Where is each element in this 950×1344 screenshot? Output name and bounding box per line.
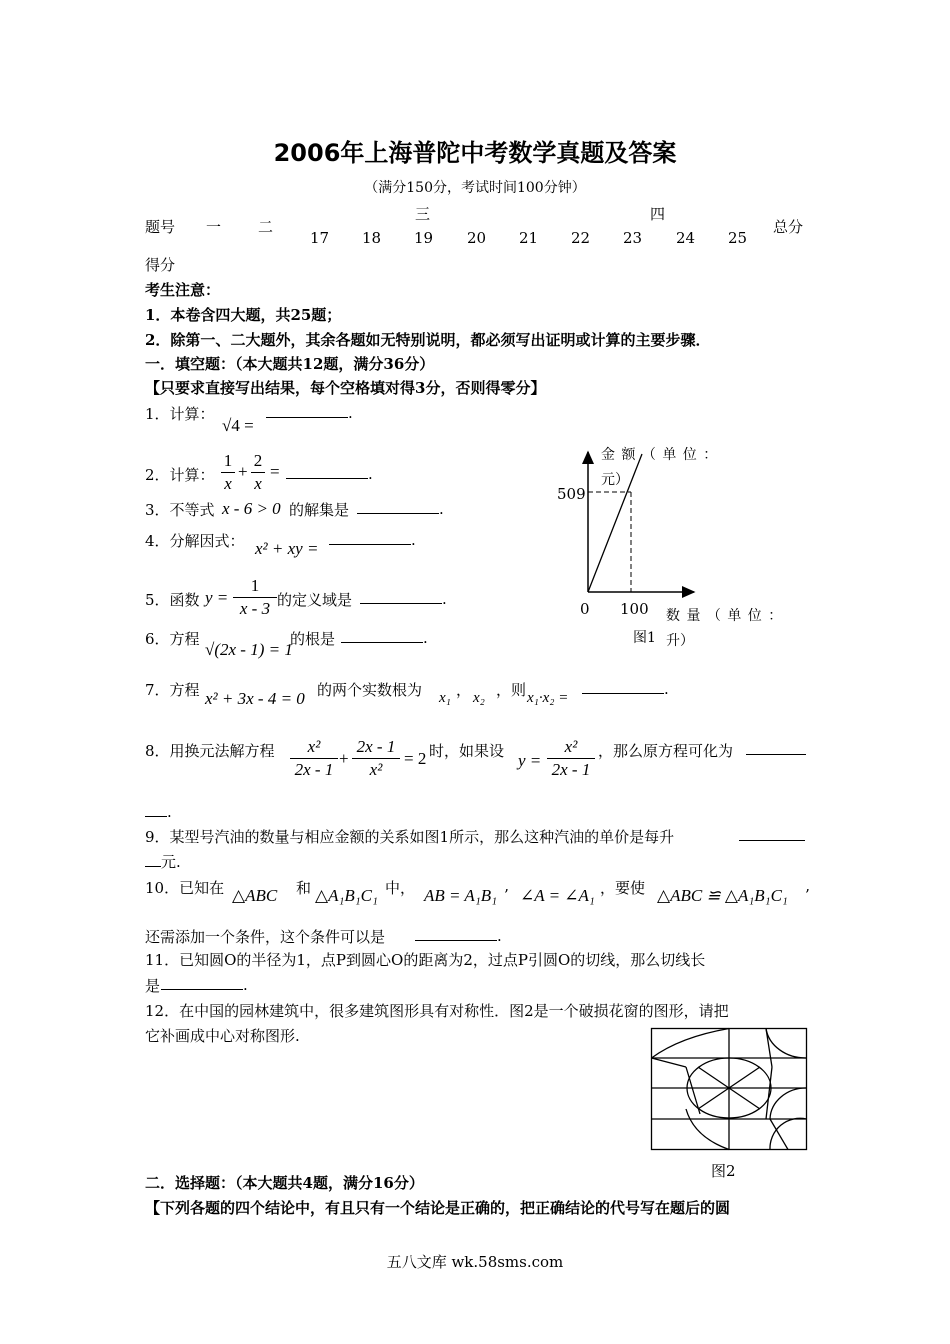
q1-math: √4 = [222,416,254,435]
q10-and: 和 [296,879,312,897]
fig1-ylabel-line2: 元） [601,472,629,488]
table-question-num: 21 [519,229,539,247]
q7-math: x² + 3x - 4 = 0 [205,689,305,708]
q8-f3-num: x² [564,737,578,756]
q8-suffix: ，那么原方程可化为 [598,742,734,760]
q1-end: . [348,404,353,422]
q10-triangle-abc: △ABC [232,886,278,905]
q6-prefix: 6．方程 [145,630,200,648]
q10-in: 中， [385,879,416,897]
q7-x2: x₂ [473,690,485,706]
q6-suffix: 的根是 [290,630,336,648]
q3-prefix: 3．不等式 [145,501,215,519]
q2-den-2: x [254,474,262,493]
table-label-score: 得分 [145,256,176,274]
page-title: 2006年上海普陀中考数学真题及答案 [273,139,677,167]
q2-eq: = [270,462,280,481]
q6-answer-blank[interactable] [341,628,428,647]
q10-condition-3: △ABC ≌ △A₁B₁C₁ [657,886,788,905]
fig1-ylabel-line1: 金 额 （ 单 位 ： [601,447,719,463]
q10-condition-2: ∠A = ∠A₁ [520,886,595,905]
part2-heading: 二．选择题：（本大题共4题，满分16分） [145,1174,424,1192]
q8-plus: + [339,749,349,768]
exam-subtitle: （满分150分，考试时间100分钟） [364,180,586,196]
q5-fraction [233,576,277,619]
q2-num-2: 2 [253,451,263,470]
q3-end: . [439,500,444,518]
q5-den: x - 3 [239,599,271,618]
q10-answer-blank[interactable] [415,926,502,945]
q8-mid: 时，如果设 [429,742,505,760]
q1-answer-blank[interactable] [266,403,353,422]
q4-prefix: 4．分解因式： [145,532,245,550]
q8-f1-den: 2x - 1 [294,760,334,779]
part1-instruction: 【只要求直接写出结果，每个空格填对得3分，否则得零分】 [145,379,546,397]
q9-answer-blank[interactable] [739,826,805,845]
table-question-num: 19 [414,229,434,247]
q10-line2: 还需添加一个条件，这个条件可以是 [145,928,386,946]
q2-prefix: 2．计算： [145,466,215,484]
q9-end: 元. [161,853,181,871]
table-question-num: 17 [310,229,330,247]
q8-f2-den: x² [369,760,383,779]
q4-math: x² + xy = [255,539,319,558]
q1-prefix: 1．计算： [145,405,215,423]
figure-2-lattice-window [650,1027,808,1151]
q5-suffix: 的定义域是 [277,591,353,609]
q6-end: . [423,629,428,647]
q7-answer-blank[interactable] [582,679,669,698]
q7-product: x₁·x₂ = [527,690,569,706]
q7-mid: 的两个实数根为 [317,681,423,699]
q10-want: ，要使 [600,879,646,897]
q8-f2-num: 2x - 1 [356,737,396,756]
q8-f1-num: x² [307,737,321,756]
q8-fraction-3 [547,737,595,780]
q8-eq2: = 2 [404,749,427,768]
q10-triangle-a1b1c1: △A₁B₁C₁ [315,886,378,905]
table-question-num: 20 [467,229,487,247]
q9-answer-blank-cont[interactable] [145,851,181,872]
q4-answer-blank[interactable] [329,530,416,549]
table-section-2: 二 [258,218,274,236]
part2-instruction: 【下列各题的四个结论中，有且只有一个结论是正确的，把正确结论的代号写在题后的圆 [145,1199,731,1217]
part1-heading: 一．填空题：（本大题共12题，满分36分） [145,355,435,373]
q6-math: √(2x - 1) = 1 [205,640,293,659]
q11-line1: 11．已知圆O的半径为1，点P到圆心O的距离为2，过点P引圆O的切线，那么切线长 [145,951,706,969]
q11-answer-blank[interactable] [161,975,248,994]
q5-lhs: y = [205,588,229,607]
q2-num-1: 1 [223,451,233,470]
footer-watermark: 五八文库 wk.58sms.com [386,1253,564,1271]
fig1-origin: 0 [580,600,590,618]
q3-math: x - 6 > 0 [222,499,281,518]
q11-line2: 是 [145,977,161,995]
fig1-x-value: 100 [620,600,649,618]
q11-end: . [243,976,248,994]
q10-end: . [497,927,502,945]
q8-fraction-2 [352,737,400,780]
notice-heading: 考生注意： [145,281,221,299]
table-section-1: 一 [206,218,222,236]
table-section-3: 三 [415,205,431,223]
q9-text: 9．某型号汽油的数量与相应金额的关系如图1所示，那么这种汽油的单价是每升 [145,828,675,846]
q7-x1: x₁ [439,690,451,706]
q2-end: . [368,465,373,483]
q7-end: . [664,680,669,698]
q2-den-1: x [224,474,232,493]
q8-fraction-1 [290,737,338,780]
q2-fraction-1 [221,451,235,494]
q7-comma: ， [456,681,472,699]
q8-prefix: 8．用换元法解方程 [145,742,275,760]
q3-suffix: 的解集是 [289,501,350,519]
fig1-xlabel-line2: 升） [666,633,694,649]
table-label-total: 总分 [773,218,804,236]
q10-prefix: 10．已知在 [145,879,225,897]
notice-item-2: 2．除第一、二大题外，其余各题如无特别说明，都必须写出证明或计算的主要步骤． [145,331,711,349]
q10-comma-2: ’ [805,886,810,904]
q5-prefix: 5．函数 [145,591,200,609]
q7-prefix: 7．方程 [145,681,200,699]
q5-end: . [442,590,447,608]
table-question-num: 23 [623,229,643,247]
q12-line2: 它补画成中心对称图形. [145,1027,300,1045]
q7-then: ，则 [496,681,527,699]
q10-comma-1: ’ [504,886,509,904]
q4-end: . [411,531,416,549]
notice-item-1: 1．本卷含四大题，共25题； [145,306,342,324]
table-question-num: 24 [676,229,696,247]
q8-ylhs: y = [518,751,542,770]
table-question-num: 22 [571,229,591,247]
fig1-xlabel-line1: 数 量 （ 单 位 ： [666,608,784,624]
q2-fraction-2 [251,451,265,494]
q8-answer-blank-cont[interactable] [145,802,172,821]
q8-end: . [167,803,172,821]
q2-plus: + [238,462,248,481]
q2-answer-blank[interactable] [286,464,373,483]
fig1-y-value: 509 [557,485,586,503]
table-section-4: 四 [650,205,666,223]
q12-line1: 12．在中国的园林建筑中，很多建筑图形具有对称性．图2是一个破损花窗的图形，请把 [145,1002,729,1020]
q8-f3-den: 2x - 1 [551,760,591,779]
figure-1-graph [570,440,710,610]
fig1-caption: 图1 [633,630,656,646]
q5-num: 1 [250,576,260,595]
q3-answer-blank[interactable] [357,499,444,518]
table-question-num: 18 [362,229,382,247]
q5-answer-blank[interactable] [360,589,447,608]
fig2-caption: 图2 [711,1162,736,1180]
table-question-num: 25 [728,229,748,247]
q10-condition-1: AB = A₁B₁ [424,886,498,905]
q8-answer-blank[interactable] [746,740,806,759]
table-label-question-no: 题号 [145,218,176,236]
